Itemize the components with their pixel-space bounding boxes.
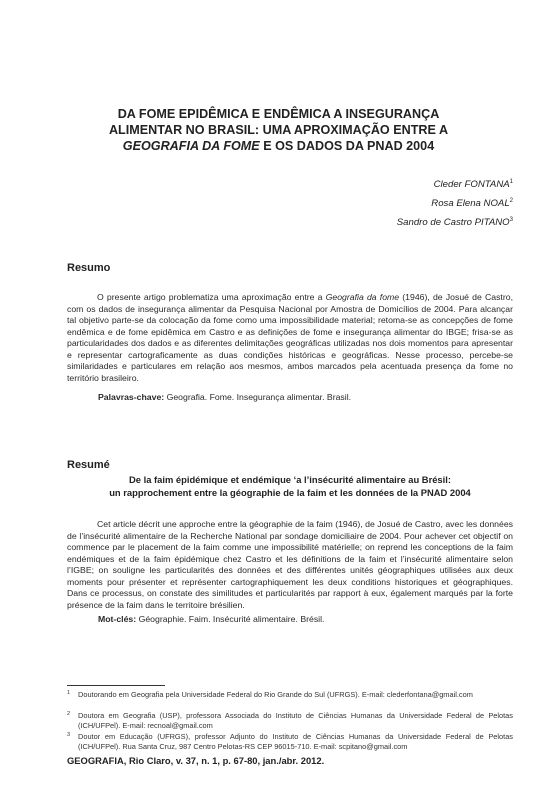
footnote-2: 2 Doutora em Geografia (USP), professora Associada do Instituto de Ciências Humanas da Universidade Federal de Pelotas (ICH/UFPel). E-mail: recnoal@gmail.com [67,711,513,730]
author-list [397,174,513,232]
footnote-separator [67,685,165,686]
resume-title: De la faim épidémique et endémique ‘a l’insécurité alimentaire au Brésil: un rapprochement entre la géographie de la faim et les données de la PNAD 2004 [109,474,471,498]
author-2: Rosa Elena NOAL$^2$ [431,198,513,210]
keywords-label: Palavras-chave: [98,392,165,402]
footnote-1: 1 Doutorando em Geografia pela Universidade Federal do Rio Grande do Sul (UFRGS). E-mail: clederfontana@gmail.com [67,690,473,699]
paper-title [60,106,497,154]
footnote-3: 3 Doutor em Educação (UFRGS), professor Adjunto do Instituto de Ciências Humanas da Universidade Federal de Pelotas (ICH/UFPel). Rua Santa Cruz, 987 Centro Pelotas-RS CEP 96015-710. E-mail: scpitano@gmail.com [67,732,513,751]
journal-reference: GEOGRAFIA, Rio Claro, v. 37, n. 1, p. 67-80, jan./abr. 2012. [67,755,325,766]
title-line-3 [60,138,497,154]
author-1: Cleder FONTANA$^1$ [433,179,513,191]
resumo-abstract: O presente artigo problematiza uma aproximação entre a Geografia da fome (1946), de Josué de Castro, com os dados de insegurança alimentar da Pesquisa Nacional por Amostra de Domicílios de 2004. Para alcançar tal objetivo parte-se da colocação da fome como uma impossibilidade material; retoma-se as concepções de fome endêmica e de fome epidêmica em Castro e as definições de fome e insegurança alimentar do IBGE; frisa-se as particularidades dos dados e as diferentes delimitações geográficas utilizadas nos dois momentos para apresentar e representar cartograficamente as duas condições históricas e geográficas. Nesse processo, percebe-se similaridades e particulares em relação aos mesmos, ambos marcados pela acentuada presença da fome no território brasileiro. [67,292,513,383]
resumo-keywords [98,392,351,402]
mots-cles-value: Géographie. Faim. Insécurité alimentaire. Brésil. [138,614,325,624]
footnote-marker[interactable]: 2 [509,198,513,205]
resume-heading: Resumé [67,459,110,471]
title-line-2: ALIMENTAR NO BRASIL: UMA APROXIMAÇÃO ENTRE A [108,123,449,137]
mots-cles-label: Mot-clés: [98,614,137,624]
resume-keywords [98,614,324,624]
author-3: Sandro de Castro PITANO$^3$ [396,217,513,229]
footnote-marker[interactable]: 3 [509,217,513,224]
title-line-1: DA FOME EPIDÊMICA E ENDÊMICA A INSEGURANÇA [117,107,440,121]
resumo-heading: Resumo [67,262,111,274]
resume-abstract: Cet article décrit une approche entre la géographie de la faim (1946), de Josué de Castro, avec les données de l’insécurité alimentaire de la Recherche National par sondage domiciliaire de 2004. Pour achever cet objectif on commence par le placement de la faim comme une impossibilité matérielle; on reprend les conceptions de la faim endémiques et de la faim épidémique chez Castro et les définitions de la faim et l’insécurité alimentaire selon l’IGBE; on souligne les particularités des données et des différentes unités géographiques utilisées aux deux moments pour présenter et représenter cartographiquement les deux conditions historiques et géographiques. Dans ce processus, on constate des similitudes et particularités par rapport à eux, également marqués par la forte présence de la faim dans le territoire brésilien. [67,519,513,610]
footnote-marker[interactable]: 1 [509,179,513,185]
title-rest-part: E OS DADOS DA PNAD 2004 [259,139,435,153]
keywords-value: Geografia. Fome. Insegurança alimentar. Brasil. [166,392,352,402]
title-italic-part: GEOGRAFIA DA FOME [122,139,260,153]
